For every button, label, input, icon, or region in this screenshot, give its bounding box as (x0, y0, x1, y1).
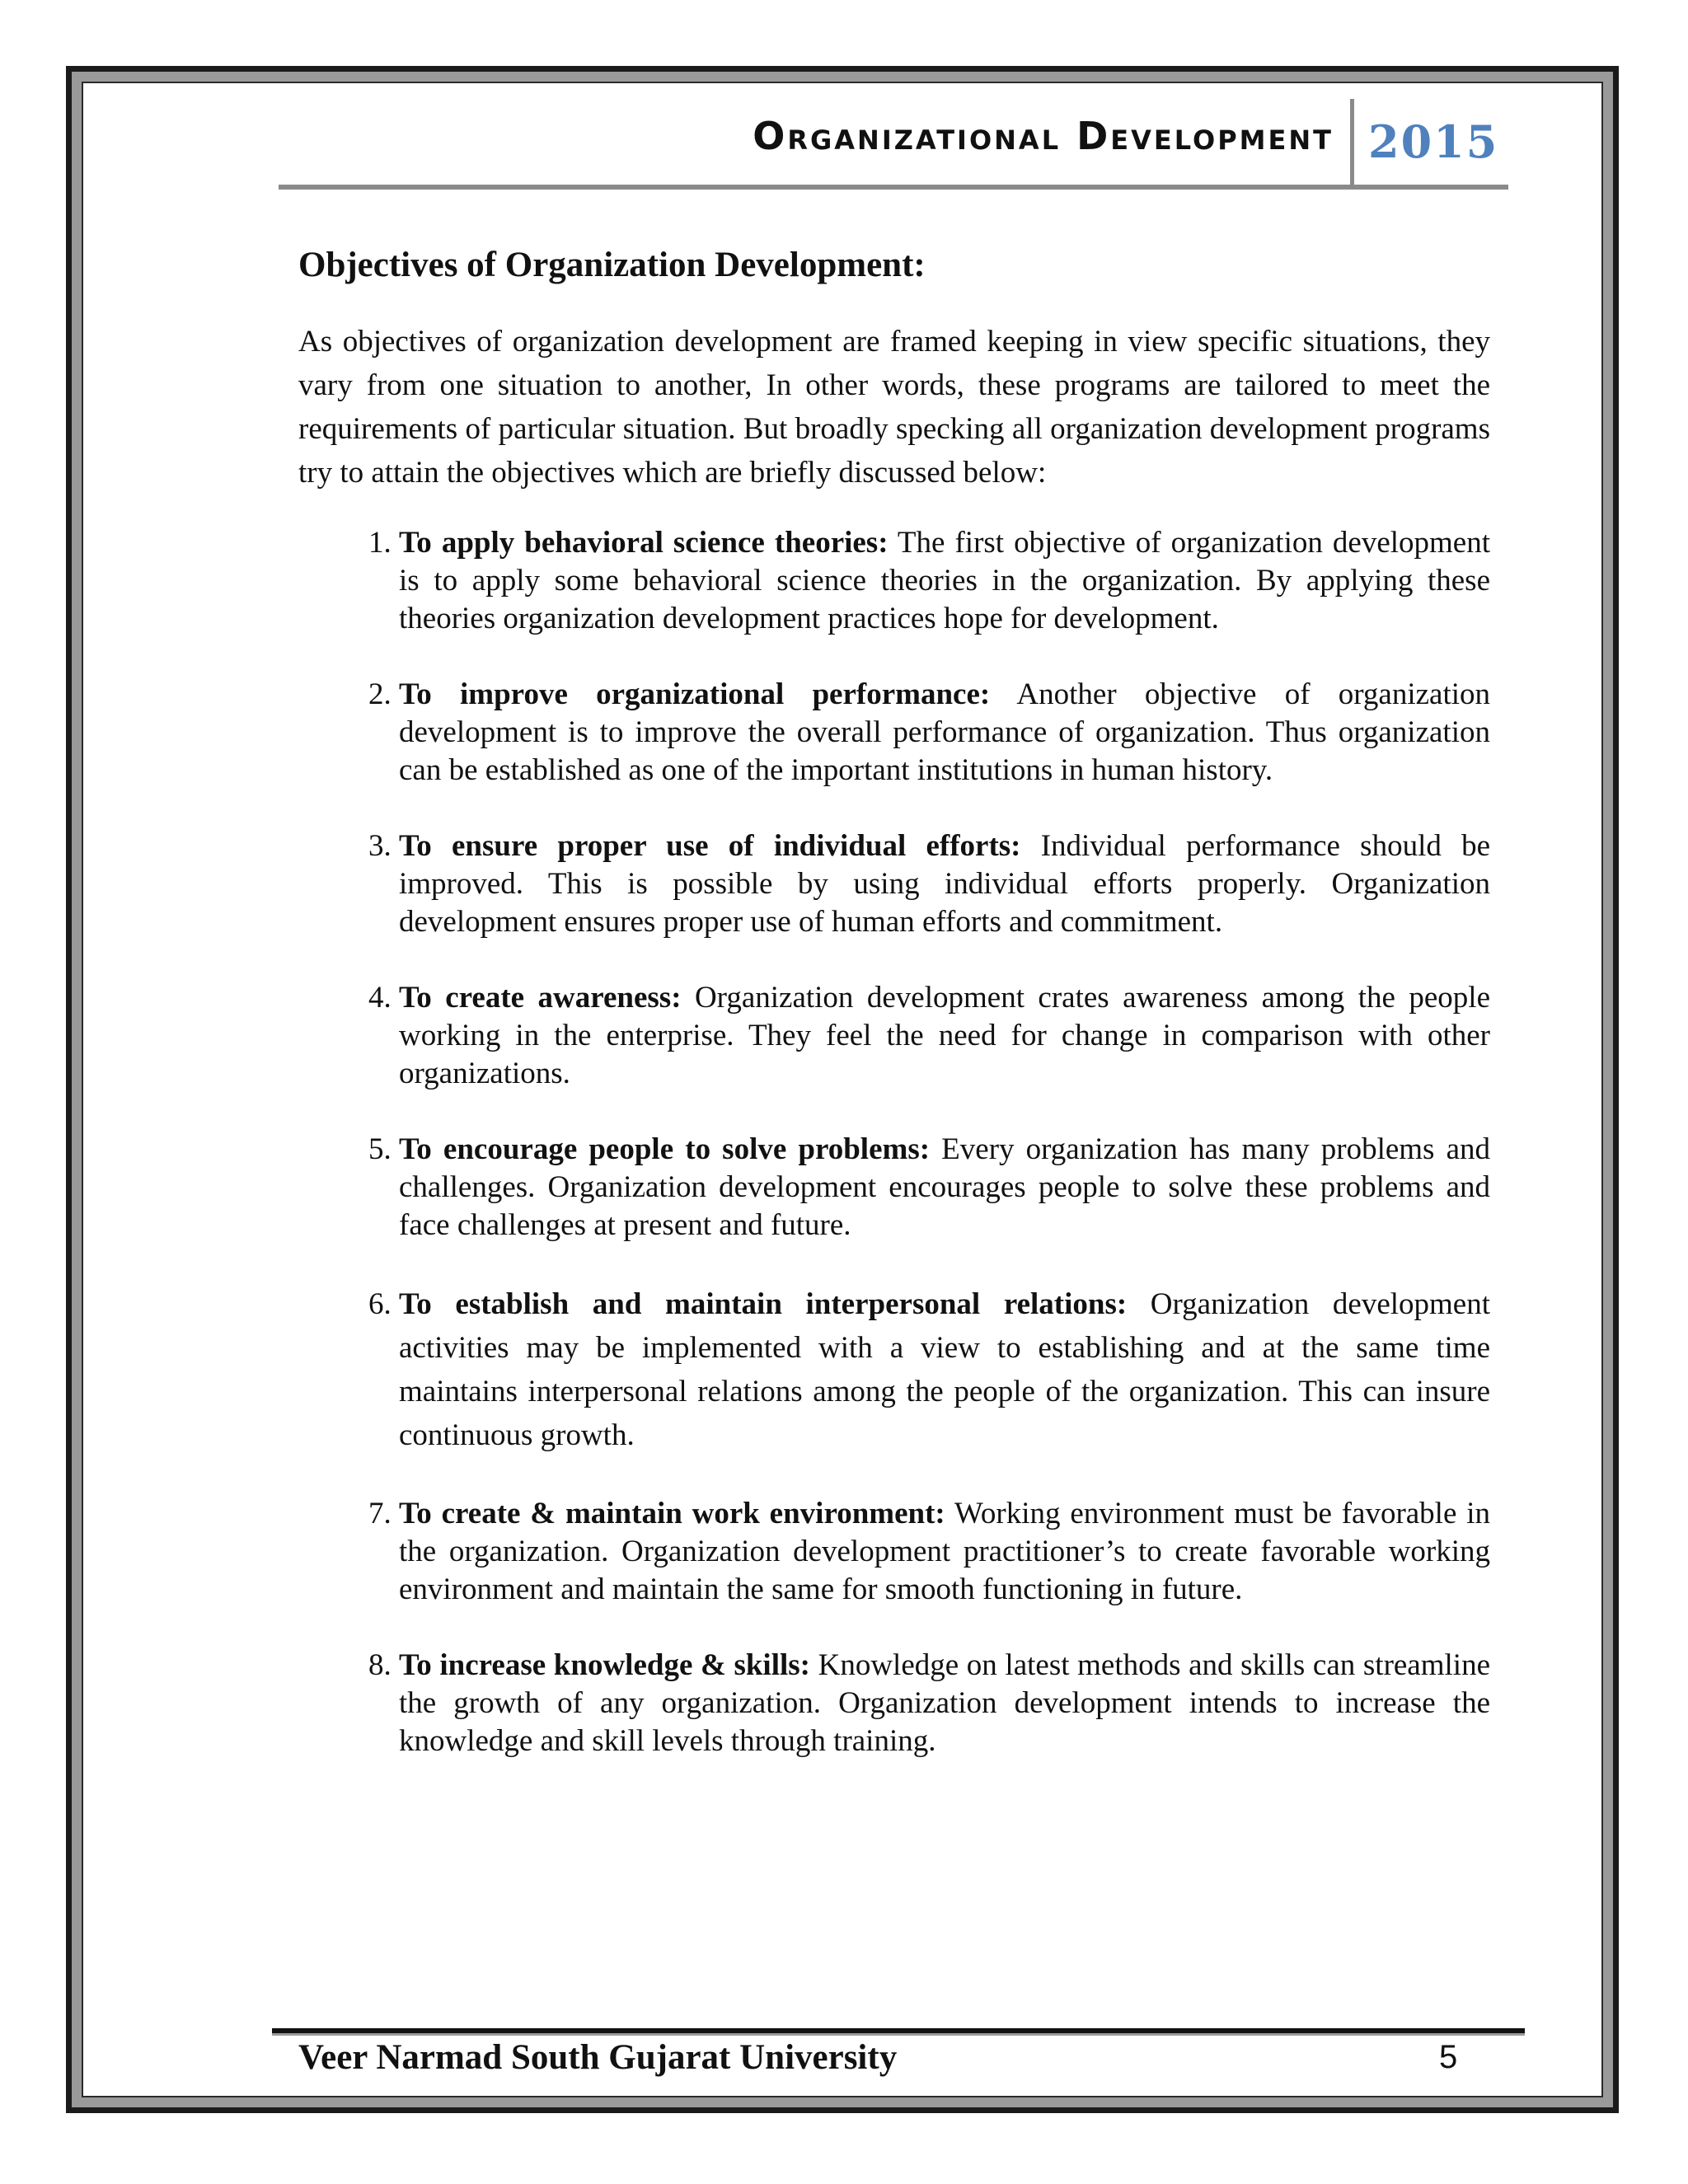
header-title: Organizational Development (753, 114, 1334, 158)
list-item-title: To encourage people to solve problems: (399, 1132, 931, 1166)
intro-paragraph: As objectives of organization development are framed keeping in view specific situations, they vary from one situation to another, In other words, these programs are tailored to meet the requirements of particular situation. But broadly specking all organization development programs try to attain the objectives which are briefly discussed below: (298, 324, 1490, 490)
page-number: 5 (1439, 2039, 1458, 2075)
list-item (399, 1647, 1490, 1760)
list-item (399, 979, 1490, 1093)
list-item-title: To increase knowledge & skills: (399, 1647, 810, 1682)
list-item-title: To apply behavioral science theories: (399, 525, 889, 560)
header-separator (1350, 99, 1354, 188)
list-item-text: Organization development activities may be implemented with a view to establishing and at the same time maintains interpersonal relations among the people of the organization. This can insure continuous growth. (399, 1286, 1491, 1452)
list-item-text: Every organization has many problems and challenges. Organization development encourages people to solve these problems and face challenges at present and future. (399, 1132, 1490, 1242)
list-item-text: Individual performance should be improved. This is possible by using individual efforts properly. Organization development ensures proper use of human efforts and commitment. (399, 828, 1491, 939)
list-item (399, 1495, 1490, 1609)
list-item-text: Another objective of organization development is to improve the overall performance of organization. Thus organization can be established as one of the important institutions in human history. (399, 677, 1491, 787)
list-item-text: Organization development crates awareness among the people working in the enterprise. They feel the need for change in comparison with other organizations. (399, 980, 1490, 1090)
list-item (399, 827, 1490, 941)
list-item-title: To establish and maintain interpersonal relations: (399, 1286, 1128, 1321)
list-item (399, 1131, 1490, 1244)
footer-university: Veer Narmad South Gujarat University (298, 2038, 898, 2077)
list-item-title: To create & maintain work environment: (399, 1496, 945, 1530)
header-rule (279, 185, 1508, 190)
list-item (399, 524, 1490, 638)
list-item-text: Knowledge on latest methods and skills can streamline the growth of any organization. Organization development intends to increase the knowledge and skill levels through training. (399, 1647, 1490, 1758)
list-item-title: To ensure proper use of individual efforts: (399, 828, 1021, 863)
list-item-title: To improve organizational performance: (399, 677, 991, 711)
header-year: 2015 (1368, 115, 1499, 168)
list-item-text: Working environment must be favorable in the organization. Organization development practitioner’s to create favorable working environment and maintain the same for smooth functioning in future. (399, 1496, 1490, 1606)
objectives-list (298, 524, 1490, 1760)
list-item-title: To create awareness: (399, 980, 682, 1015)
section-heading: Objectives of Organization Development: (298, 246, 926, 284)
list-item (399, 676, 1490, 790)
list-item-text: The first objective of organization development is to apply some behavioral science theories in the organization. By applying these theories organization development practices hope for development. (399, 525, 1491, 635)
footer-rule-shadow (272, 2033, 1525, 2036)
list-item (399, 1282, 1490, 1457)
main-content (298, 244, 1490, 1798)
